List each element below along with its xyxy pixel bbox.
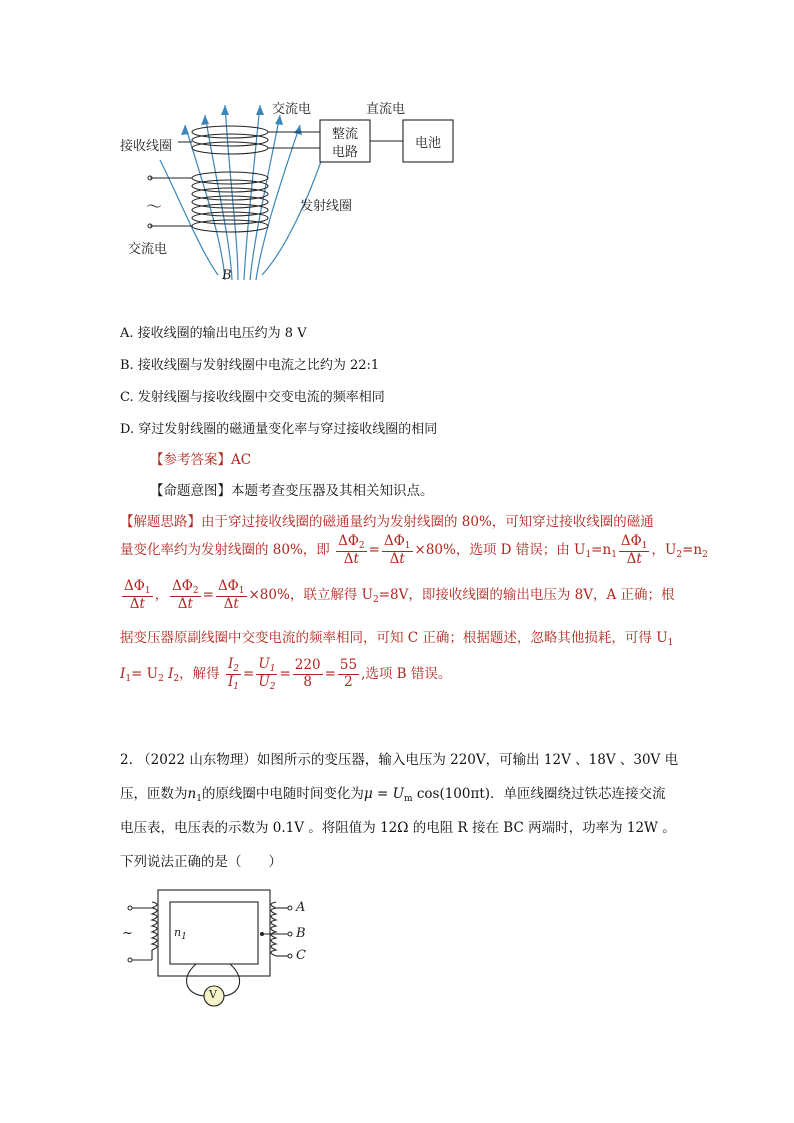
label-ac-top: 交流电 [272, 102, 312, 117]
solution-text: ， [154, 587, 169, 603]
solution-line-5: $I_1= U_2$ $I_2$，解得 $\frac{I_2}{I_1}$ = $\frac{U_1}{U_2}$ = $\frac{220}{8}$ = $\frac{55}{2}$ ,选项 B 错误。 [120, 655, 452, 692]
ac-source-symbol: ~ [122, 926, 133, 941]
voltmeter-label: V [209, 988, 217, 1001]
fraction-55-2: $\frac{55}{2}$ [339, 657, 358, 690]
wireless-charging-diagram [110, 90, 480, 290]
fraction-220-8: $\frac{220}{8}$ [294, 657, 321, 690]
coil-field-drawing [110, 90, 480, 290]
solution-text: ×80%，联立解得 U [248, 587, 373, 603]
fraction-dphi2-dt: $\frac{\Delta\Phi_2}{\Delta t}$ [172, 577, 199, 612]
solution-line-1: 【解题思路】由于穿过接收线圈的磁通量约为发射线圈的 80%，可知穿过接收线圈的磁通 [120, 514, 654, 530]
question2-line-2: 压，匝数为$n_1$的原线圈中电随时间变化为$\mu = U_m$ cos(100πt)．单匝线圈绕过铁芯连接交流 [120, 786, 666, 804]
reference-answer: 【参考答案】AC [150, 452, 252, 468]
question-intent: 【命题意图】本题考查变压器及其相关知识点。 [150, 483, 434, 499]
label-ac-bottom: 交流电 [128, 242, 168, 257]
question2-line-3: 电压表，电压表的示数为 0.1V 。将阻值为 12Ω 的电阻 R 接在 BC 两端时，功率为 12W 。 [120, 820, 676, 836]
fraction-dphi1-dt: $\frac{\Delta\Phi_1}{\Delta t}$ [620, 532, 648, 567]
fraction-u1-u2: $\frac{U_1}{U_2}$ [258, 655, 276, 692]
option-d: D. 穿过发射线圈的磁通量变化率与穿过接收线圈的相同 [120, 422, 438, 437]
solution-text: ，U [651, 542, 677, 558]
solution-text: =n [682, 542, 703, 558]
terminal-b-label: B [296, 926, 306, 941]
solution-text: ×80%，选项 D 错误；由 U [414, 542, 586, 558]
label-transmit-coil: 发射线圈 [300, 199, 353, 214]
option-b: B. 接收线圈与发射线圈中电流之比约为 22:1 [120, 358, 380, 373]
primary-turns-label: $n_1$ [174, 926, 187, 942]
label-dc-top: 直流电 [366, 102, 406, 117]
label-ac-symbol: ～ [146, 197, 163, 216]
terminal-a-label: A [296, 900, 306, 915]
solution-text: =8V，即接收线圈的输出电压为 8V，A 正确；根 [378, 587, 675, 603]
fraction-dphi1-dt: $\frac{\Delta\Phi_1}{\Delta t}$ [383, 532, 411, 567]
fraction-dphi1-dt: $\frac{\Delta\Phi_1}{\Delta t}$ [124, 577, 151, 612]
transformer-drawing [118, 884, 318, 1014]
transformer-diagram [118, 884, 318, 1014]
label-battery: 电池 [415, 136, 442, 151]
solution-line-3: $\frac{\Delta\Phi_1}{\Delta t}$ ， $\frac{\Delta\Phi_2}{\Delta t}$ = $\frac{\Delta\Phi_1}{\Delta t}$ ×80%，联立解得 $U_2=8V$，即接收线圈的输出电压为 8V，A 正确；根 [124, 577, 675, 612]
label-b-field: B [222, 268, 232, 283]
solution-text: 量变化率约为发射线圈的 80%，即 [120, 542, 330, 558]
option-c: C. 发射线圈与接收线圈中交变电流的频率相同 [120, 390, 385, 405]
question2-line-1: 2. （2022 山东物理）如图所示的变压器，输入电压为 220V，可输出 12V 、18V 、30V 电 [120, 752, 679, 768]
label-receive-coil: 接收线圈 [120, 139, 173, 154]
option-a: A. 接收线圈的输出电压约为 8 V [120, 326, 307, 341]
question2-line-4: 下列说法正确的是（ ） [120, 854, 282, 870]
solution-line-2: 量变化率约为发射线圈的 80%，即 $\frac{\Delta\Phi_2}{\Delta t}$ = $\frac{\Delta\Phi_1}{\Delta t}$ ×80%，选项 D 错误；由 $U_1=n_1$ $\frac{\Delta\Phi_1}{\Delta t}$ ，$U_2=n_2$ [120, 532, 708, 567]
terminal-c-label: C [296, 948, 306, 963]
fraction-i2-i1: $\frac{I_2}{I_1}$ [227, 655, 240, 692]
fraction-dphi2-dt: $\frac{\Delta\Phi_2}{\Delta t}$ [338, 532, 365, 567]
fraction-dphi1-dt: $\frac{\Delta\Phi_1}{\Delta t}$ [217, 577, 245, 612]
label-rectifier-line2: 电路 [332, 145, 359, 160]
solution-text: =n [591, 542, 612, 558]
solution-line-4: 据变压器原副线圈中交变电流的频率相同，可知 C 正确；根据题述，忽略其他损耗，可得 $U_1$ [120, 630, 674, 648]
label-rectifier-line1: 整流 [332, 127, 359, 142]
